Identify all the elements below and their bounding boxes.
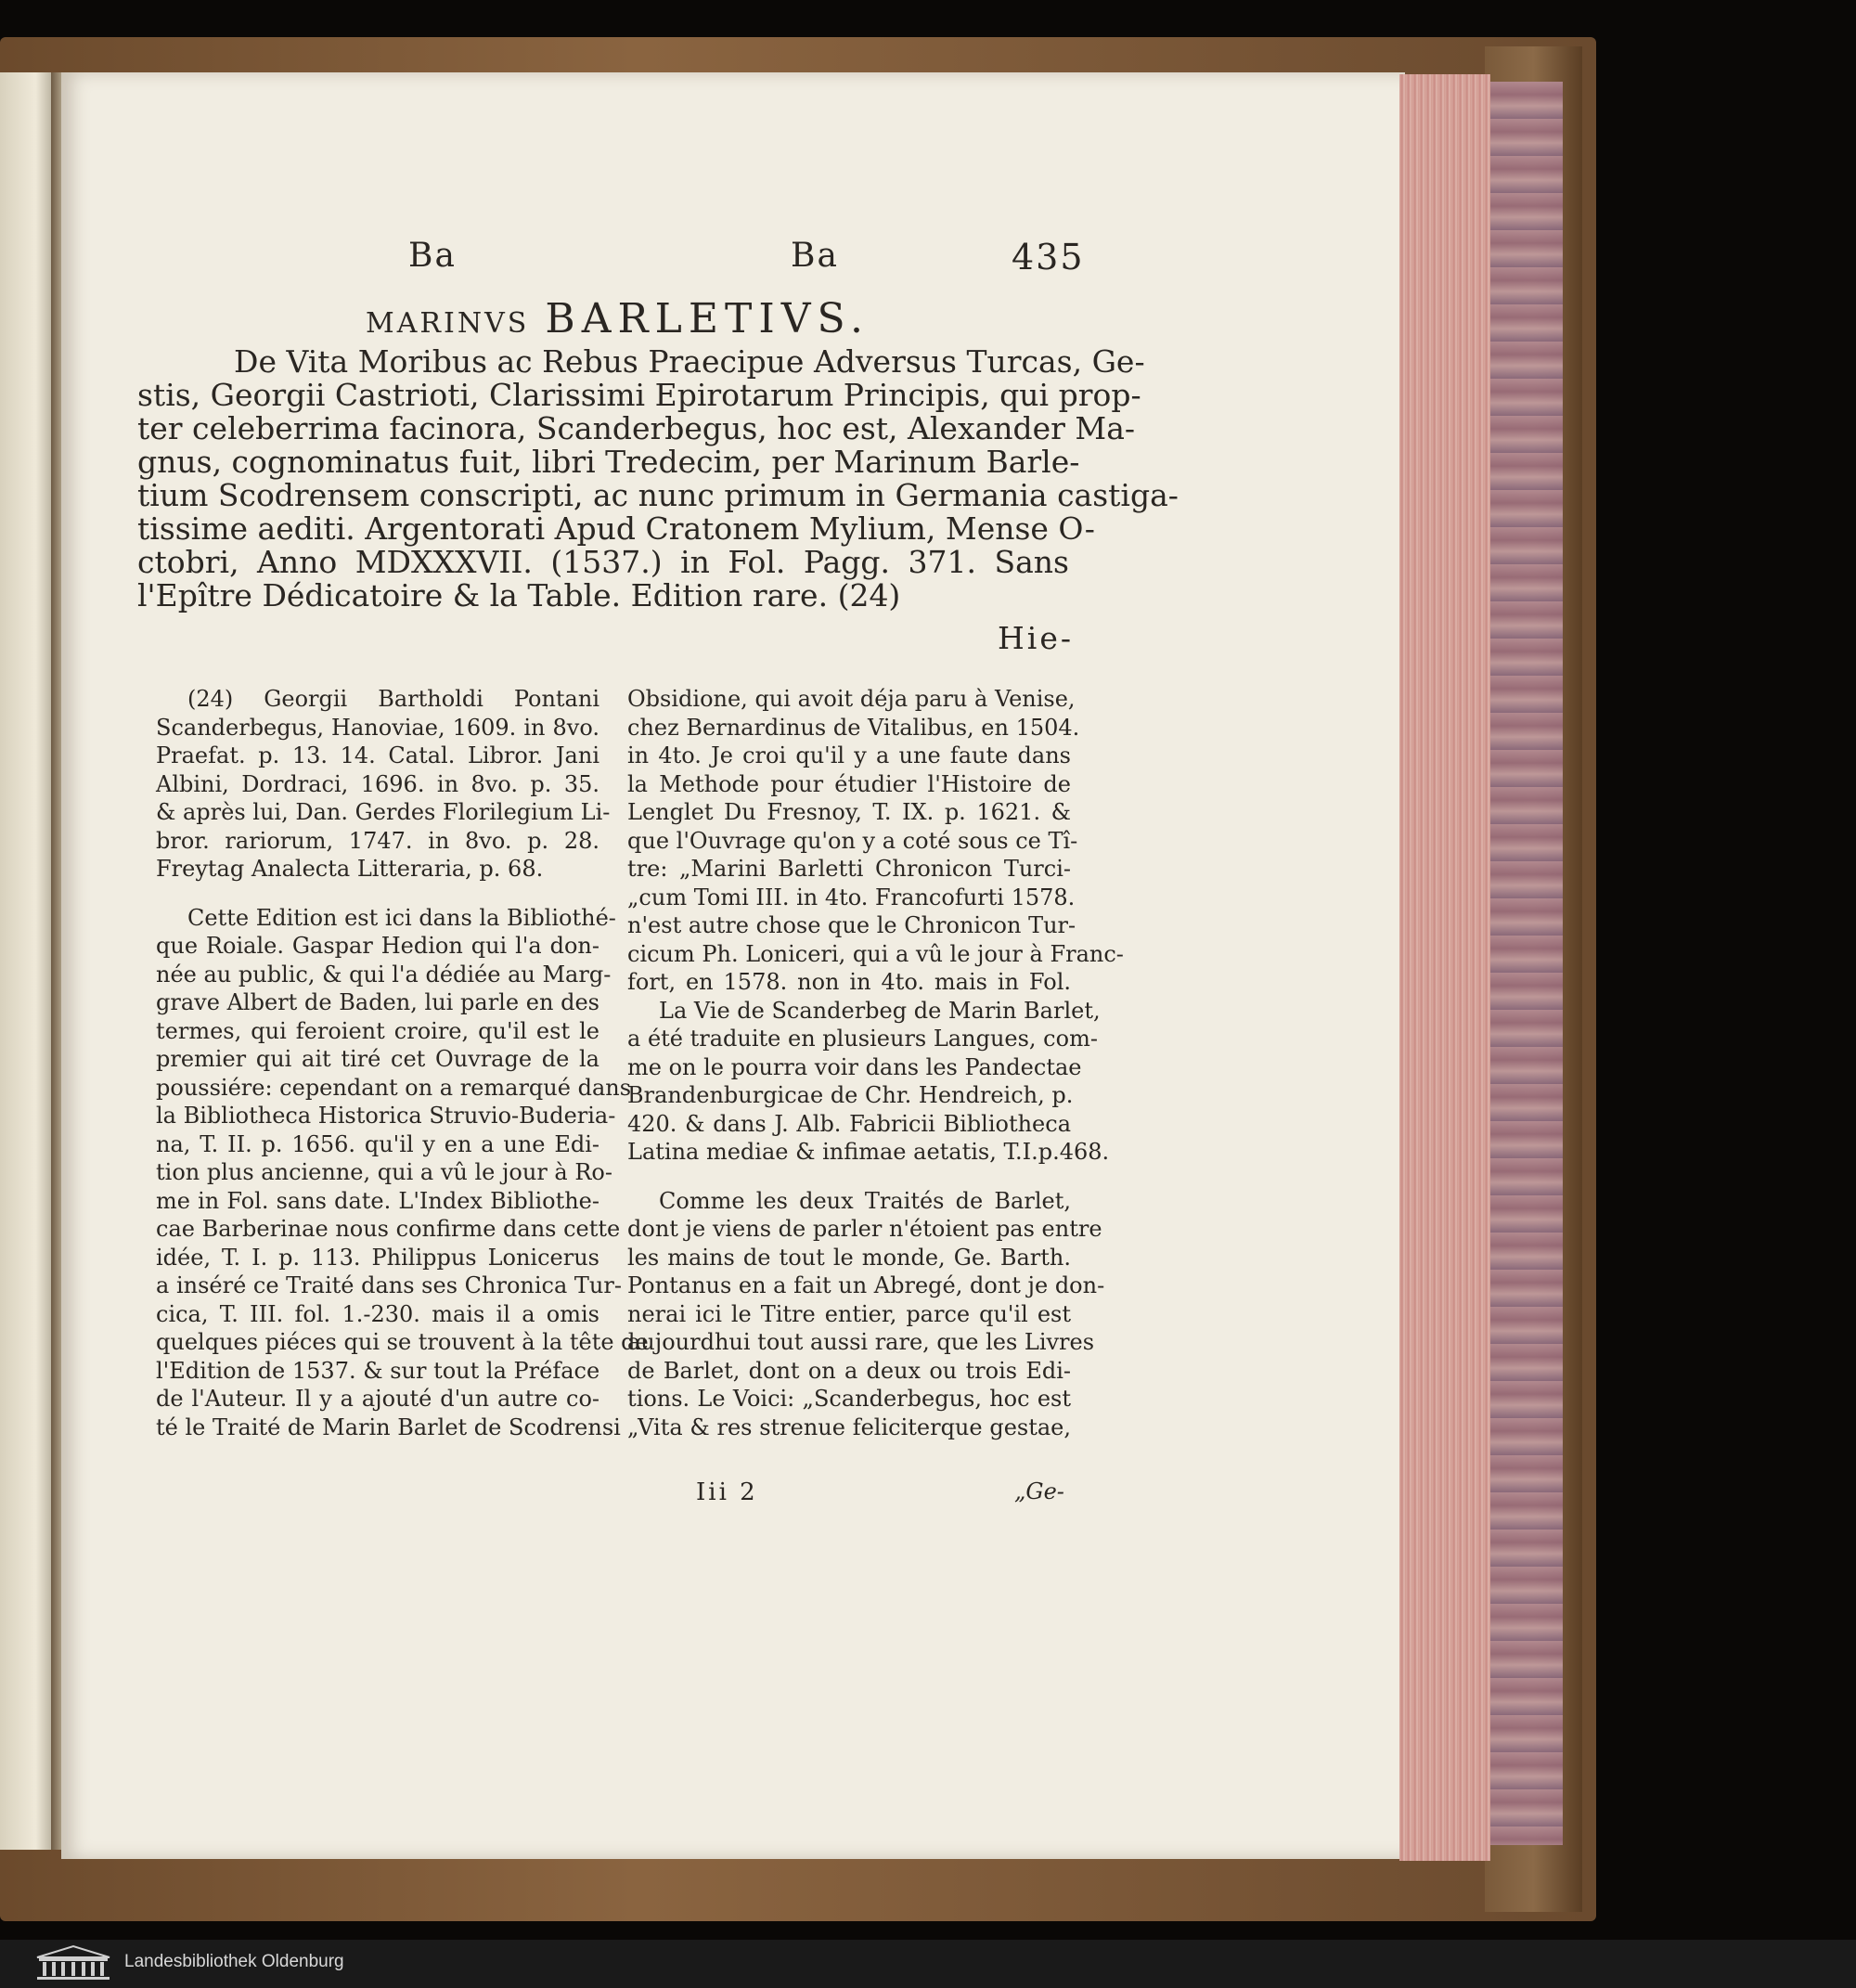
text-line: „cum Tomi III. in 4to. Francofurti 1578.: [627, 884, 1076, 910]
text-line: „Vita & res strenue feliciterque gestae,: [627, 1414, 1071, 1440]
note-line: Scanderbegus, Hanoviae, 1609. in 8vo.: [156, 714, 599, 741]
running-head-center: Ba: [791, 237, 839, 275]
paragraph-edition: [156, 904, 649, 1442]
text-line: les mains de tout le monde, Ge. Barth.: [627, 1244, 1071, 1271]
text-line: Obsidione, qui avoit déja paru à Venise,: [627, 686, 1076, 712]
entry-title: [366, 295, 870, 342]
text-line: tre: „Marini Barletti Chronicon Turci-: [627, 856, 1071, 882]
note-line: Freytag Analecta Litteraria, p. 68.: [156, 856, 544, 882]
text-line: tions. Le Voici: „Scanderbegus, hoc est: [627, 1386, 1071, 1412]
note-line: bror. rariorum, 1747. in 8vo. p. 28.: [156, 827, 599, 854]
signature-mark: Iii 2: [696, 1478, 758, 1506]
text-line: La Vie de Scanderbeg de Marin Barlet,: [659, 997, 1101, 1024]
text-line: poussiére: cependant on a remarqué dans: [156, 1074, 632, 1101]
entry-line: tium Scodrensem conscripti, ac nunc primum in Germania castiga-: [137, 477, 1179, 513]
footnote-24: [156, 685, 611, 884]
text-line: nerai ici le Titre entier, parce qu'il est: [627, 1300, 1071, 1327]
right-column: [627, 685, 1124, 1441]
text-line: que Roiale. Gaspar Hedion qui l'a don-: [156, 933, 599, 959]
text-line: té le Traité de Marin Barlet de Scodrensi: [156, 1414, 621, 1440]
text-line: cae Barberinae nous confirme dans cette: [156, 1216, 621, 1242]
text-line: premier qui ait tiré cet Ouvrage de la: [156, 1046, 599, 1072]
text-line: me on le pourra voir dans les Pandectae: [627, 1053, 1082, 1080]
text-line: termes, qui feroient croire, qu'il est le: [156, 1017, 599, 1044]
title-first-name: MARINVS: [366, 307, 530, 340]
text-line: grave Albert de Baden, lui parle en des: [156, 989, 599, 1015]
text-line: que l'Ouvrage qu'on y a coté sous ce Tî-: [627, 827, 1078, 854]
entry-line: ter celeberrima facinora, Scanderbegus, hoc est, Alexander Ma-: [137, 410, 1136, 446]
text-line: née au public, & qui l'a dédiée au Marg-: [156, 961, 612, 988]
page-number: 435: [1012, 237, 1085, 278]
text-line: in 4to. Je croi qu'il y a une faute dans: [627, 742, 1071, 768]
entry-description: [137, 343, 1179, 613]
paragraph-abridgement: [627, 1187, 1105, 1442]
entry-line: stis, Georgii Castrioti, Clarissimi Epirotarum Principis, qui prop-: [137, 377, 1141, 413]
note-line: Praefat. p. 13. 14. Catal. Libror. Jani: [156, 742, 599, 768]
text-line: tion plus ancienne, qui a vû le jour à Ro-: [156, 1159, 612, 1185]
entry-line: gnus, cognominatus fuit, libri Tredecim, per Marinum Barle-: [137, 444, 1080, 480]
title-surname: BARLETIVS.: [545, 295, 870, 342]
text-line: a inséré ce Traité dans ses Chronica Tur-: [156, 1272, 622, 1298]
text-line: la Bibliotheca Historica Struvio-Buderia-: [156, 1103, 616, 1129]
facing-page-edge: [0, 72, 51, 1850]
entry-line: l'Epître Dédicatoire & la Table. Edition rare. (24): [137, 577, 901, 613]
text-line: Pontanus en a fait un Abregé, dont je don-: [627, 1272, 1105, 1298]
text-line: na, T. II. p. 1656. qu'il y en a une Edi-: [156, 1130, 599, 1157]
text-line: cica, T. III. fol. 1.-230. mais il a omis: [156, 1300, 599, 1327]
text-line: quelques piéces qui se trouvent à la tête de: [156, 1329, 649, 1355]
paragraph-continued: [627, 685, 1124, 997]
text-line: chez Bernardinus de Vitalibus, en 1504.: [627, 714, 1080, 741]
left-column: [156, 685, 649, 1441]
note-line: Albini, Dordraci, 1696. in 8vo. p. 35.: [156, 770, 599, 797]
entry-line: De Vita Moribus ac Rebus Praecipue Adversus Turcas, Ge-: [234, 343, 1145, 380]
page-fore-edge: [1399, 74, 1490, 1861]
text-line: Cette Edition est ici dans la Bibliothé-: [187, 904, 616, 931]
text-line: idée, T. I. p. 113. Philippus Lonicerus: [156, 1244, 599, 1271]
text-line: Brandenburgicae de Chr. Hendreich, p.: [627, 1082, 1074, 1108]
entry-line: ctobri, Anno MDXXXVII. (1537.) in Fol. Pagg. 371. Sans: [137, 544, 1069, 580]
note-line: & après lui, Dan. Gerdes Florilegium Li-: [156, 799, 611, 825]
library-name-link[interactable]: Landesbibliothek Oldenburg: [124, 1952, 344, 1971]
catchword-top: Hie-: [998, 620, 1075, 656]
note-line: (24) Georgii Bartholdi Pontani: [187, 686, 599, 712]
text-line: 420. & dans J. Alb. Fabricii Bibliotheca: [627, 1110, 1071, 1137]
text-line: n'est autre chose que le Chronicon Tur-: [627, 912, 1076, 938]
text-line: la Methode pour étudier l'Histoire de: [627, 770, 1071, 797]
text-line: aujourdhui tout aussi rare, que les Livres: [627, 1329, 1095, 1355]
text-line: Latina mediae & infimae aetatis, T.I.p.468.: [627, 1139, 1110, 1165]
text-line: dont je viens de parler n'étoient pas entre: [627, 1216, 1102, 1242]
text-line: l'Edition de 1537. & sur tout la Préface: [156, 1357, 600, 1384]
text-line: cicum Ph. Loniceri, qui a vû le jour à Franc-: [627, 940, 1124, 967]
text-line: Lenglet Du Fresnoy, T. IX. p. 1621. &: [627, 799, 1071, 825]
catchword-bottom: „Ge-: [1014, 1478, 1064, 1504]
paragraph-translations: [627, 997, 1110, 1167]
running-head-left: Ba: [408, 237, 457, 275]
library-building-logo-icon[interactable]: [33, 1944, 113, 1982]
text-line: de l'Auteur. Il y a ajouté d'un autre co-: [156, 1386, 599, 1412]
text-line: de Barlet, dont on a deux ou trois Edi-: [627, 1357, 1071, 1384]
text-line: a été traduite en plusieurs Langues, com-: [627, 1026, 1098, 1052]
text-line: Comme les deux Traités de Barlet,: [659, 1187, 1071, 1214]
entry-line: tissime aediti. Argentorati Apud Cratonem Mylium, Mense O-: [137, 510, 1095, 547]
text-line: me in Fol. sans date. L'Index Bibliothe-: [156, 1187, 599, 1214]
text-line: fort, en 1578. non in 4to. mais in Fol.: [627, 969, 1071, 995]
marbled-endpaper-edge: [1490, 82, 1563, 1845]
